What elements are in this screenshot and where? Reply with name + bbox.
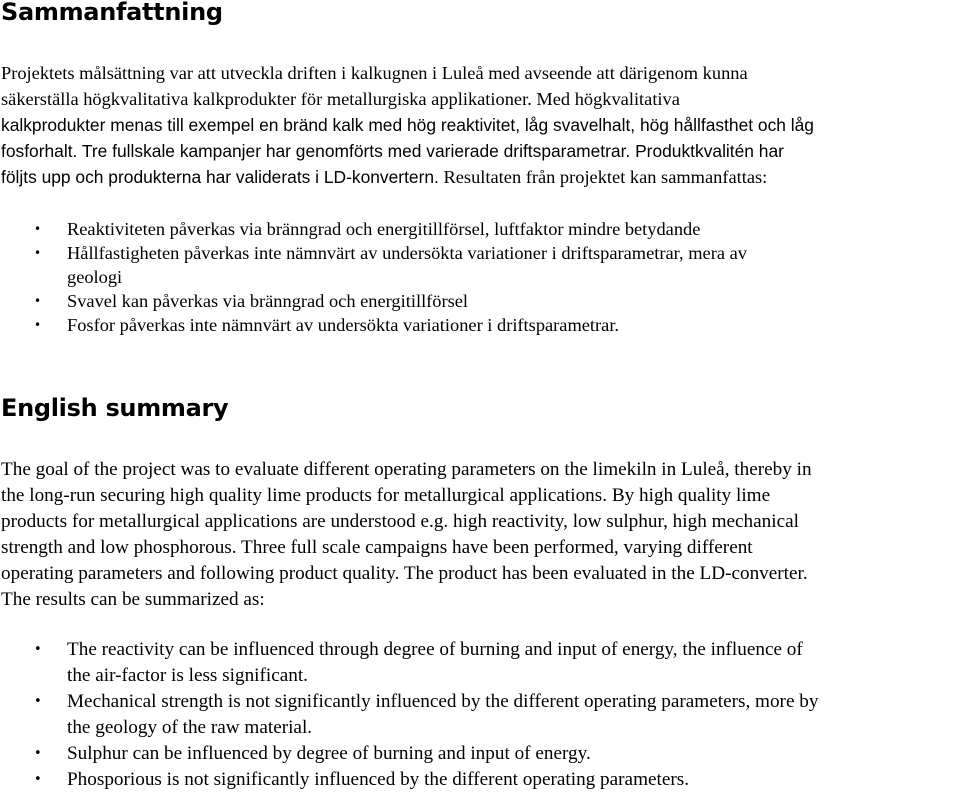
swedish-heading: Sammanfattning bbox=[1, 0, 223, 26]
english-bullet-item bbox=[0, 637, 960, 689]
bullet-text: Hållfastigheten påverkas inte nämnvärt av undersökta variationer i driftsparametrar, mera av bbox=[67, 243, 747, 263]
bullet-icon: • bbox=[34, 294, 42, 308]
english-paragraph-line: products for metallurgical applications are understood e.g. high reactivity, low sulphur, high mechanical bbox=[1, 511, 799, 532]
english-paragraph bbox=[1, 457, 959, 613]
bullet-icon: • bbox=[34, 642, 42, 657]
swedish-bullet-item bbox=[0, 241, 960, 289]
swedish-bullet-item bbox=[0, 313, 960, 337]
bullet-icon: • bbox=[34, 746, 42, 761]
swedish-bullet-item bbox=[0, 289, 960, 313]
bullet-icon: • bbox=[34, 222, 42, 236]
swedish-paragraph bbox=[1, 60, 959, 190]
swedish-paragraph-line: kalkprodukter menas till exempel en bränd kalk med hög reaktivitet, låg svavelhalt, hög hållfasthet och låg bbox=[1, 115, 814, 135]
bullet-text: the geology of the raw material. bbox=[67, 717, 313, 738]
swedish-paragraph-line: fosforhalt. Tre fullskale kampanjer har genomförts med varierade driftsparametrar. Produktkvalitén har bbox=[1, 141, 784, 161]
english-paragraph-line: The results can be summarized as: bbox=[1, 589, 265, 610]
bullet-text: Reaktiviteten påverkas via bränngrad och energitillförsel, luftfaktor mindre betydande bbox=[67, 219, 701, 239]
bullet-text: Phosporious is not significantly influenced by the different operating parameters. bbox=[67, 769, 690, 790]
swedish-paragraph-line: Projektets målsättning var att utveckla driften i kalkugnen i Luleå med avseende att därigenom kunna bbox=[1, 63, 748, 83]
bullet-text: geologi bbox=[67, 267, 123, 287]
bullet-text: Mechanical strength is not significantly influenced by the different operating parameters, more by bbox=[67, 691, 819, 712]
english-bullet-list bbox=[0, 637, 960, 793]
english-paragraph-line: strength and low phosphorous. Three full scale campaigns have been performed, varying different bbox=[1, 537, 753, 558]
english-paragraph-line: The goal of the project was to evaluate different operating parameters on the limekiln in Luleå, thereby in bbox=[1, 459, 812, 480]
bullet-icon: • bbox=[34, 772, 42, 787]
swedish-paragraph-line: säkerställa högkvalitativa kalkprodukter för metallurgiska applikationer. Med högkvalitativa bbox=[1, 89, 680, 109]
bullet-icon: • bbox=[34, 694, 42, 709]
bullet-icon: • bbox=[34, 246, 42, 260]
english-heading: English summary bbox=[1, 394, 229, 422]
swedish-paragraph-line: följts upp och produkterna har validerats i LD-konvertern. bbox=[1, 167, 439, 187]
english-paragraph-line: operating parameters and following product quality. The product has been evaluated in the LD-converter. bbox=[1, 563, 808, 584]
english-bullet-item bbox=[0, 689, 960, 741]
english-bullet-item bbox=[0, 741, 960, 767]
swedish-bullet-list bbox=[0, 217, 960, 337]
bullet-text: the air-factor is less significant. bbox=[67, 665, 308, 686]
bullet-text: The reactivity can be influenced through degree of burning and input of energy, the influence of bbox=[67, 639, 803, 660]
swedish-paragraph-line-with-tail bbox=[1, 164, 959, 190]
bullet-text: Svavel kan påverkas via bränngrad och energitillförsel bbox=[67, 291, 469, 311]
english-bullet-item bbox=[0, 767, 960, 793]
swedish-paragraph-tail: Resultaten från projektet kan sammanfattas: bbox=[438, 167, 768, 187]
swedish-bullet-item bbox=[0, 217, 960, 241]
bullet-text: Sulphur can be influenced by degree of burning and input of energy. bbox=[67, 743, 591, 764]
bullet-text: Fosfor påverkas inte nämnvärt av undersökta variationer i driftsparametrar. bbox=[67, 315, 620, 335]
english-paragraph-line: the long-run securing high quality lime products for metallurgical applications. By high quality lime bbox=[1, 485, 771, 506]
bullet-icon: • bbox=[34, 318, 42, 332]
